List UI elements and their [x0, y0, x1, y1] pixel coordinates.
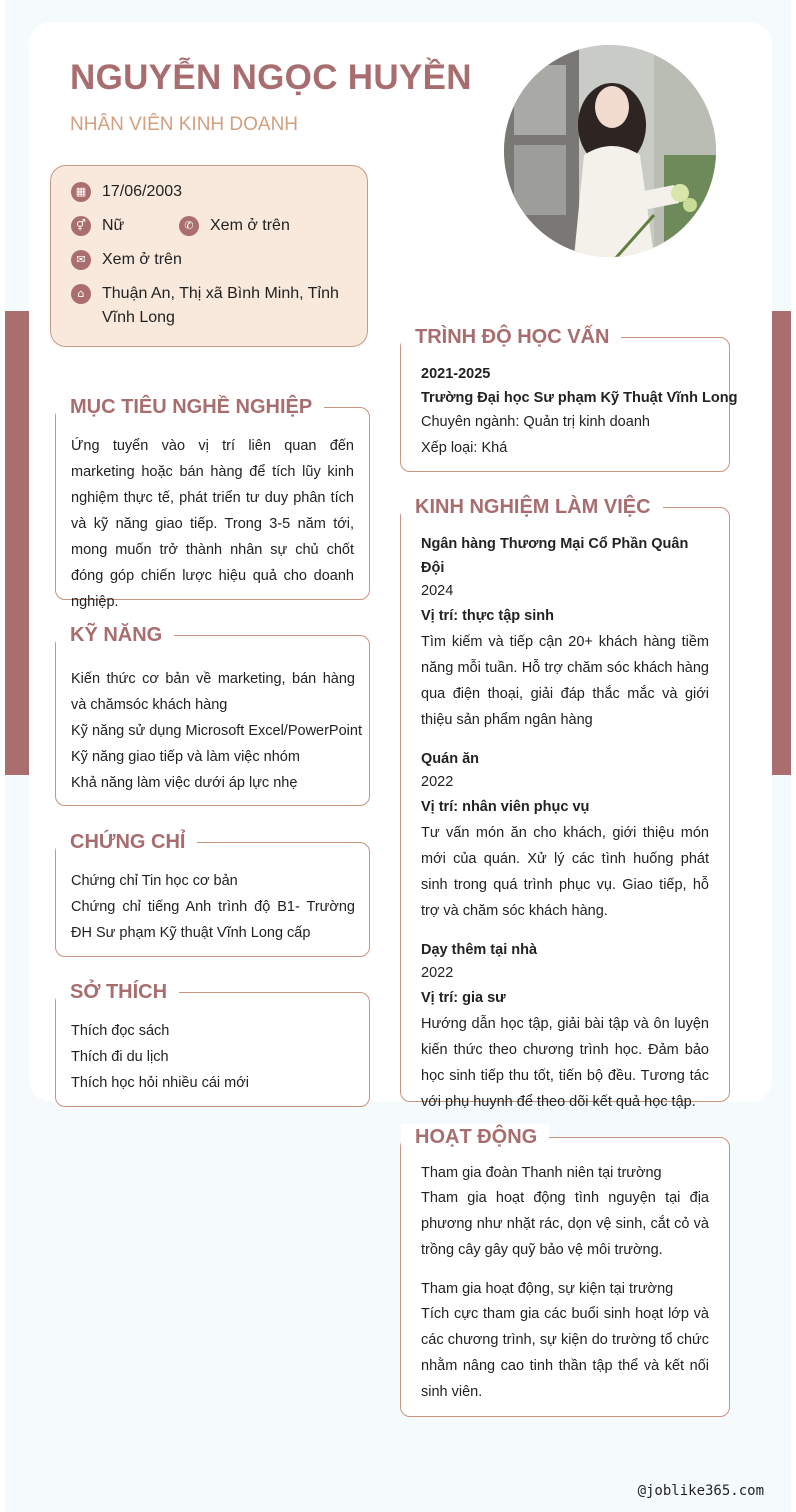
mail-icon: ✉	[71, 250, 91, 270]
activity-description: Tham gia hoạt động tình nguyện tại địa phương như nhặt rác, dọn vệ sinh, cắt cỏ và trồng cây gây quỹ bảo vệ môi trường.	[421, 1190, 709, 1258]
education-title: TRÌNH ĐỘ HỌC VẤN	[401, 324, 621, 350]
activity-item	[421, 1277, 709, 1405]
objective-title: MỤC TIÊU NGHỀ NGHIỆP	[56, 394, 324, 420]
calendar-icon: ▦	[71, 182, 91, 202]
hobby-item: Thích học hỏi nhiều cái mới	[71, 1075, 249, 1091]
activity-description: Tích cực tham gia các buổi sinh hoạt lớp và các chương trình, sự kiện do trường tổ chức nhằm nâng cao tinh thần tập thể và kết nối sinh viên.	[421, 1306, 709, 1400]
experience-list	[421, 532, 709, 1129]
gender: Nữ	[102, 217, 125, 234]
skills-list	[71, 666, 362, 796]
education-grade: Xếp loại: Khá	[421, 440, 508, 456]
certificate-item: Chứng chỉ Tin học cơ bản	[71, 873, 238, 889]
phone: Xem ở trên	[210, 217, 290, 234]
avatar	[504, 45, 716, 257]
education-major: Chuyên ngành: Quản trị kinh doanh	[421, 414, 650, 430]
skill-item: Kỹ năng giao tiếp và làm việc nhóm	[71, 749, 300, 765]
certificate-item: Chứng chỉ tiếng Anh trình độ B1- Trường ĐH Sư phạm Kỹ thuật Vĩnh Long cấp	[71, 899, 355, 941]
email: Xem ở trên	[102, 251, 182, 268]
skills-title: KỸ NĂNG	[56, 622, 174, 648]
birthday: 17/06/2003	[102, 183, 183, 200]
experience-position: Vị trí: thực tập sinh	[421, 608, 554, 624]
hobby-item: Thích đọc sách	[71, 1023, 170, 1039]
certificates-title: CHỨNG CHỈ	[56, 829, 197, 855]
experience-title: KINH NGHIỆM LÀM VIỆC	[401, 494, 663, 520]
job-title: NHÂN VIÊN KINH DOANH	[70, 114, 299, 135]
activities-title: HOẠT ĐỘNG	[401, 1124, 549, 1150]
experience-position: Vị trí: nhân viên phục vụ	[421, 799, 590, 815]
experience-description: Tìm kiếm và tiếp cận 20+ khách hàng tiềm năng mỗi tuần. Hỗ trợ chăm sóc khách hàng qua điện thoại, giải đáp thắc mắc và giới thiệu sản phẩm ngân hàng	[421, 634, 709, 728]
objective-text: Ứng tuyển vào vị trí liên quan đến marketing hoặc bán hàng để tích lũy kinh nghiệm thực tế, phát triển tư duy phân tích và kỹ năng giao tiếp. Trong 3-5 năm tới, mong muốn trở thành nhân sự chủ chốt đóng góp chiến lược hiệu quả cho doanh nghiệp.	[71, 438, 354, 610]
watermark: @joblike365.com	[637, 1483, 764, 1499]
certificates-list	[71, 868, 355, 946]
left-decor-band	[5, 311, 29, 775]
experience-description: Hướng dẫn học tập, giải bài tập và ôn luyện kiến thức theo chương trình học. Đảm bảo học sinh tiếp thu tốt, tiến bộ đều. Tương tác với phụ huynh để theo dõi kết quả học tập.	[421, 1016, 709, 1110]
experience-year: 2022	[421, 965, 454, 981]
hobby-item: Thích đi du lịch	[71, 1049, 169, 1065]
skill-item: Kỹ năng sử dụng Microsoft Excel/PowerPoint	[71, 723, 362, 739]
birthday-row	[71, 180, 182, 204]
gender-row	[71, 214, 124, 238]
skill-item: Khả năng làm việc dưới áp lực nhẹ	[71, 775, 298, 791]
address: Thuận An, Thị xã Bình Minh, Tỉnh Vĩnh Long	[102, 285, 339, 326]
address-row	[71, 282, 351, 330]
experience-year: 2022	[421, 774, 454, 790]
email-row	[71, 248, 182, 272]
experience-company: Quán ăn	[421, 751, 480, 767]
experience-item	[421, 532, 709, 733]
experience-position: Vị trí: gia sư	[421, 990, 506, 1006]
experience-item	[421, 747, 709, 924]
experience-year: 2024	[421, 583, 454, 599]
home-icon: ⌂	[71, 284, 91, 304]
activity-name: Tham gia đoàn Thanh niên tại trường	[421, 1165, 662, 1181]
experience-company: Ngân hàng Thương Mại Cổ Phần Quân Đội	[421, 536, 689, 576]
phone-row	[179, 214, 290, 238]
hobbies-list	[71, 1018, 355, 1096]
education-school: Trường Đại học Sư phạm Kỹ Thuật Vĩnh Long	[421, 390, 738, 406]
education-period: 2021-2025	[421, 366, 491, 382]
education-body	[421, 361, 738, 461]
candidate-name: NGUYỄN NGỌC HUYỀN	[70, 58, 472, 97]
experience-item	[421, 938, 709, 1115]
phone-icon: ✆	[179, 216, 199, 236]
experience-company: Dạy thêm tại nhà	[421, 942, 538, 958]
activity-item	[421, 1161, 709, 1263]
skill-item: Kiến thức cơ bản về marketing, bán hàng và chămsóc khách hàng	[71, 671, 355, 713]
gender-icon: ⚥	[71, 216, 91, 236]
experience-description: Tư vấn món ăn cho khách, giới thiệu món mới của quán. Xử lý các tình huống phát sinh trong quá trình phục vụ. Giao tiếp, hỗ trợ và chăm sóc khách hàng.	[421, 825, 709, 919]
activities-list	[421, 1161, 709, 1419]
activity-name: Tham gia hoạt động, sự kiện tại trường	[421, 1281, 674, 1297]
hobbies-title: SỞ THÍCH	[56, 979, 179, 1005]
